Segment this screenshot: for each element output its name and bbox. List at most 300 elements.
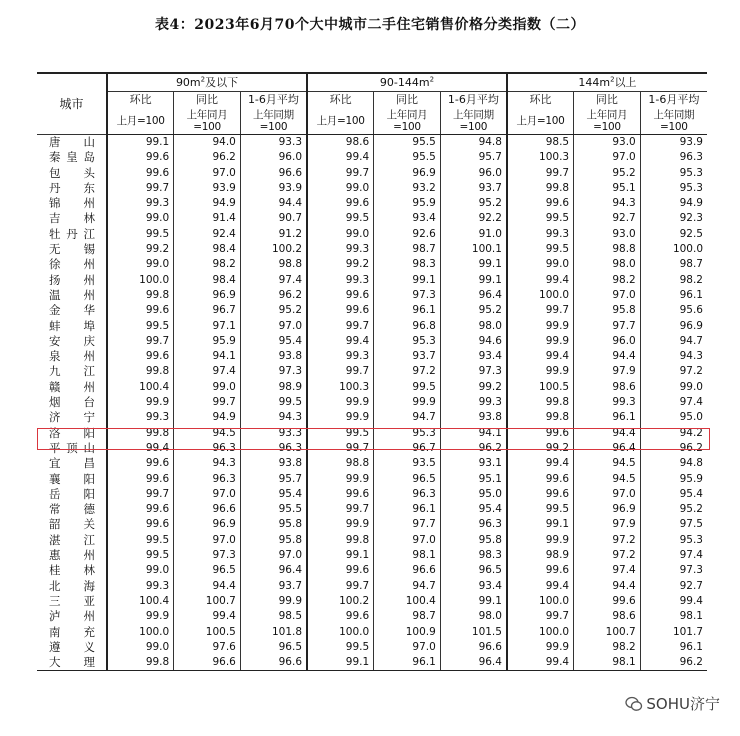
- city-name: 蚌埠: [49, 318, 95, 333]
- city-cell: [37, 257, 107, 272]
- value-cell: 95.9: [640, 472, 707, 487]
- value-cell: 96.2: [640, 441, 707, 456]
- value-cell: 99.0: [307, 227, 374, 242]
- city-name: 襄阳: [49, 471, 95, 486]
- city-cell: [37, 303, 107, 318]
- value-cell: 94.5: [174, 426, 241, 441]
- value-cell: 98.4: [174, 273, 241, 288]
- value-cell: 94.9: [174, 196, 241, 211]
- value-cell: 94.3: [574, 196, 641, 211]
- value-cell: 98.2: [174, 257, 241, 272]
- value-cell: 99.6: [574, 594, 641, 609]
- value-cell: 96.6: [174, 502, 241, 517]
- city-cell: [37, 563, 107, 578]
- value-cell: 99.3: [574, 395, 641, 410]
- group-header-medium: $90-144m^2$: [307, 73, 507, 92]
- value-cell: 99.6: [307, 303, 374, 318]
- table-title: 表4：2023年6月70个大中城市二手住宅销售价格分类指数（二）: [155, 17, 585, 33]
- value-cell: 99.4: [307, 150, 374, 165]
- value-cell: 96.9: [574, 502, 641, 517]
- value-cell: 95.4: [240, 487, 307, 502]
- value-cell: 96.1: [374, 303, 441, 318]
- table-row: [37, 242, 707, 257]
- value-cell: 94.4: [574, 579, 641, 594]
- city-cell: [37, 181, 107, 196]
- metric-header: 同比: [574, 92, 641, 109]
- value-cell: 96.8: [374, 319, 441, 334]
- table-row: [37, 319, 707, 334]
- value-cell: 99.3: [307, 273, 374, 288]
- value-cell: 97.9: [574, 364, 641, 379]
- value-cell: 99.5: [107, 533, 174, 548]
- value-cell: 99.6: [507, 426, 574, 441]
- city-cell: [37, 273, 107, 288]
- value-cell: 94.6: [440, 334, 507, 349]
- value-cell: 92.6: [374, 227, 441, 242]
- value-cell: 99.9: [507, 533, 574, 548]
- value-cell: 94.3: [240, 410, 307, 425]
- value-cell: 98.8: [240, 257, 307, 272]
- value-cell: 99.9: [240, 594, 307, 609]
- value-cell: 98.6: [574, 380, 641, 395]
- value-cell: 99.1: [440, 594, 507, 609]
- city-name: 金华: [49, 303, 95, 318]
- metric-header-row: [37, 92, 707, 109]
- city-cell: [37, 533, 107, 548]
- value-cell: 99.6: [107, 166, 174, 181]
- value-cell: 99.8: [107, 288, 174, 303]
- value-cell: 97.0: [240, 548, 307, 563]
- city-name: 宜昌: [49, 456, 95, 471]
- value-cell: 96.7: [374, 441, 441, 456]
- value-cell: 95.8: [440, 533, 507, 548]
- table-row: [37, 640, 707, 655]
- table-row: [37, 349, 707, 364]
- value-cell: 99.6: [507, 472, 574, 487]
- value-cell: 95.2: [240, 303, 307, 318]
- value-cell: 97.0: [574, 150, 641, 165]
- city-cell: [37, 548, 107, 563]
- city-cell: [37, 227, 107, 242]
- value-cell: 99.1: [107, 135, 174, 151]
- value-cell: 96.1: [374, 502, 441, 517]
- city-name: 无锡: [49, 242, 95, 257]
- value-cell: 99.7: [307, 364, 374, 379]
- city-cell: [37, 472, 107, 487]
- value-cell: 99.7: [507, 303, 574, 318]
- table-row: [37, 655, 707, 671]
- city-name: 桂林: [49, 563, 95, 578]
- value-cell: 94.4: [174, 579, 241, 594]
- value-cell: 99.4: [174, 609, 241, 624]
- value-cell: 94.9: [174, 410, 241, 425]
- value-cell: 95.8: [574, 303, 641, 318]
- value-cell: 96.4: [574, 441, 641, 456]
- value-cell: 100.0: [107, 625, 174, 640]
- value-cell: 94.4: [574, 426, 641, 441]
- value-cell: 93.9: [174, 181, 241, 196]
- table-row: [37, 150, 707, 165]
- value-cell: 99.5: [240, 395, 307, 410]
- city-cell: [37, 349, 107, 364]
- value-cell: 99.0: [107, 257, 174, 272]
- value-cell: 94.3: [640, 349, 707, 364]
- value-cell: 95.8: [240, 533, 307, 548]
- value-cell: 96.4: [240, 563, 307, 578]
- city-name: 大理: [49, 655, 95, 670]
- city-cell: [37, 395, 107, 410]
- city-cell: [37, 625, 107, 640]
- watermark-text: SOHU济宁: [646, 695, 720, 713]
- base-header: 上月=100: [307, 108, 374, 135]
- value-cell: 95.5: [240, 502, 307, 517]
- value-cell: 99.5: [507, 242, 574, 257]
- value-cell: 98.8: [307, 456, 374, 471]
- table-row: [37, 517, 707, 532]
- city-name: 牡丹江: [49, 226, 95, 241]
- value-cell: 99.5: [107, 548, 174, 563]
- city-cell: [37, 242, 107, 257]
- value-cell: 100.9: [374, 625, 441, 640]
- value-cell: 97.3: [374, 288, 441, 303]
- value-cell: 99.4: [107, 441, 174, 456]
- value-cell: 99.3: [107, 410, 174, 425]
- base-header: 上年同期=100: [240, 108, 307, 135]
- value-cell: 97.7: [574, 319, 641, 334]
- city-name: 湛江: [49, 532, 95, 547]
- value-cell: 94.4: [240, 196, 307, 211]
- value-cell: 99.1: [307, 548, 374, 563]
- value-cell: 93.0: [574, 227, 641, 242]
- value-cell: 99.4: [507, 349, 574, 364]
- value-cell: 96.9: [174, 517, 241, 532]
- value-cell: 99.5: [107, 227, 174, 242]
- value-cell: 99.0: [174, 380, 241, 395]
- value-cell: 99.7: [507, 609, 574, 624]
- value-cell: 98.3: [374, 257, 441, 272]
- city-cell: [37, 609, 107, 624]
- watermark: [625, 693, 720, 714]
- value-cell: 99.0: [640, 380, 707, 395]
- city-name: 秦皇岛: [49, 150, 95, 165]
- value-cell: 95.4: [240, 334, 307, 349]
- value-cell: 95.2: [640, 502, 707, 517]
- value-cell: 93.8: [240, 456, 307, 471]
- value-cell: 92.7: [640, 579, 707, 594]
- value-cell: 98.2: [640, 273, 707, 288]
- value-cell: 93.4: [440, 579, 507, 594]
- table-row: [37, 533, 707, 548]
- value-cell: 95.1: [574, 181, 641, 196]
- base-header: 上月=100: [107, 108, 174, 135]
- value-cell: 97.6: [174, 640, 241, 655]
- value-cell: 100.0: [640, 242, 707, 257]
- value-cell: 97.4: [174, 364, 241, 379]
- value-cell: 93.5: [374, 456, 441, 471]
- value-cell: 99.6: [307, 487, 374, 502]
- value-cell: 94.1: [174, 349, 241, 364]
- city-name: 遵义: [49, 639, 95, 654]
- value-cell: 99.0: [307, 181, 374, 196]
- value-cell: 99.9: [507, 319, 574, 334]
- table-row: [37, 563, 707, 578]
- value-cell: 99.8: [107, 655, 174, 671]
- value-cell: 93.3: [240, 426, 307, 441]
- value-cell: 97.0: [174, 487, 241, 502]
- value-cell: 98.1: [640, 609, 707, 624]
- table-row: [37, 625, 707, 640]
- value-cell: 93.7: [374, 349, 441, 364]
- value-cell: 99.6: [507, 563, 574, 578]
- metric-header: 环比: [107, 92, 174, 109]
- city-cell: [37, 334, 107, 349]
- value-cell: 99.4: [507, 579, 574, 594]
- value-cell: 99.5: [507, 502, 574, 517]
- value-cell: 99.5: [107, 319, 174, 334]
- group-header-small: $90m^2$及以下: [107, 73, 307, 92]
- city-cell: [37, 150, 107, 165]
- value-cell: 99.7: [174, 395, 241, 410]
- value-cell: 101.7: [640, 625, 707, 640]
- value-cell: 96.6: [240, 655, 307, 671]
- city-name: 九江: [49, 364, 95, 379]
- value-cell: 98.8: [574, 242, 641, 257]
- value-cell: 97.4: [574, 563, 641, 578]
- city-cell: [37, 166, 107, 181]
- value-cell: 95.1: [440, 472, 507, 487]
- table-row: [37, 211, 707, 226]
- value-cell: 95.0: [440, 487, 507, 502]
- value-cell: 97.0: [374, 640, 441, 655]
- value-cell: 99.1: [507, 517, 574, 532]
- value-cell: 98.4: [174, 242, 241, 257]
- value-cell: 94.4: [574, 349, 641, 364]
- value-cell: 92.2: [440, 211, 507, 226]
- city-name: 三亚: [49, 593, 95, 608]
- value-cell: 100.4: [107, 594, 174, 609]
- value-cell: 100.2: [307, 594, 374, 609]
- value-cell: 95.9: [174, 334, 241, 349]
- city-name: 韶关: [49, 517, 95, 532]
- city-name: 南充: [49, 624, 95, 639]
- city-cell: [37, 364, 107, 379]
- table-row: [37, 609, 707, 624]
- value-cell: 99.7: [307, 502, 374, 517]
- city-cell: [37, 319, 107, 334]
- value-cell: 100.7: [574, 625, 641, 640]
- value-cell: 98.2: [574, 273, 641, 288]
- value-cell: 99.0: [107, 563, 174, 578]
- value-cell: 96.9: [174, 288, 241, 303]
- value-cell: 99.0: [107, 211, 174, 226]
- metric-header: 环比: [307, 92, 374, 109]
- value-cell: 99.0: [107, 640, 174, 655]
- value-cell: 95.3: [640, 533, 707, 548]
- value-cell: 99.8: [507, 410, 574, 425]
- value-cell: 99.7: [307, 441, 374, 456]
- value-cell: 95.3: [374, 426, 441, 441]
- table-row: [37, 456, 707, 471]
- city-cell: [37, 135, 107, 151]
- value-cell: 97.3: [174, 548, 241, 563]
- value-cell: 95.2: [574, 166, 641, 181]
- value-cell: 97.0: [374, 533, 441, 548]
- value-cell: 99.6: [307, 288, 374, 303]
- value-cell: 100.0: [507, 288, 574, 303]
- metric-header: 1-6月平均: [240, 92, 307, 109]
- table-row: [37, 181, 707, 196]
- value-cell: 95.9: [374, 196, 441, 211]
- value-cell: 99.7: [507, 166, 574, 181]
- city-name: 赣州: [49, 379, 95, 394]
- value-cell: 96.0: [240, 150, 307, 165]
- value-cell: 93.3: [240, 135, 307, 151]
- value-cell: 99.8: [507, 181, 574, 196]
- city-name: 烟台: [49, 395, 95, 410]
- value-cell: 99.3: [440, 395, 507, 410]
- value-cell: 96.2: [440, 441, 507, 456]
- value-cell: 98.7: [374, 242, 441, 257]
- value-cell: 93.0: [574, 135, 641, 151]
- value-cell: 99.8: [507, 395, 574, 410]
- base-header-row: [37, 108, 707, 135]
- value-cell: 94.9: [640, 196, 707, 211]
- value-cell: 98.7: [640, 257, 707, 272]
- value-cell: 97.5: [640, 517, 707, 532]
- value-cell: 97.2: [374, 364, 441, 379]
- value-cell: 98.6: [307, 135, 374, 151]
- value-cell: 95.7: [240, 472, 307, 487]
- value-cell: 95.4: [640, 487, 707, 502]
- table-row: [37, 334, 707, 349]
- value-cell: 97.0: [174, 166, 241, 181]
- value-cell: 96.9: [374, 166, 441, 181]
- value-cell: 93.4: [374, 211, 441, 226]
- value-cell: 94.5: [574, 472, 641, 487]
- value-cell: 99.6: [107, 456, 174, 471]
- value-cell: 96.5: [440, 563, 507, 578]
- table-row: [37, 257, 707, 272]
- city-name: 济宁: [49, 410, 95, 425]
- value-cell: 94.7: [640, 334, 707, 349]
- table-row: [37, 579, 707, 594]
- table-row: [37, 594, 707, 609]
- value-cell: 97.3: [640, 563, 707, 578]
- value-cell: 100.4: [374, 594, 441, 609]
- value-cell: 92.7: [574, 211, 641, 226]
- value-cell: 96.9: [640, 319, 707, 334]
- value-cell: 96.0: [440, 166, 507, 181]
- value-cell: 99.3: [507, 227, 574, 242]
- value-cell: 99.9: [507, 334, 574, 349]
- value-cell: 99.9: [107, 395, 174, 410]
- value-cell: 94.8: [440, 135, 507, 151]
- value-cell: 100.0: [107, 273, 174, 288]
- value-cell: 99.9: [307, 410, 374, 425]
- value-cell: 98.7: [374, 609, 441, 624]
- value-cell: 99.7: [107, 181, 174, 196]
- value-cell: 97.0: [574, 288, 641, 303]
- wechat-icon: [625, 695, 643, 713]
- city-cell: [37, 456, 107, 471]
- value-cell: 97.9: [574, 517, 641, 532]
- table-row: [37, 548, 707, 563]
- table-body: [37, 135, 707, 671]
- price-index-table: [37, 72, 707, 671]
- city-cell: [37, 380, 107, 395]
- value-cell: 95.3: [374, 334, 441, 349]
- value-cell: 95.2: [440, 303, 507, 318]
- city-cell: [37, 426, 107, 441]
- table-row: [37, 395, 707, 410]
- value-cell: 97.2: [574, 533, 641, 548]
- city-cell: [37, 594, 107, 609]
- value-cell: 99.6: [107, 303, 174, 318]
- value-cell: 96.3: [374, 487, 441, 502]
- value-cell: 96.1: [640, 288, 707, 303]
- value-cell: 93.7: [440, 181, 507, 196]
- city-name: 丹东: [49, 180, 95, 195]
- value-cell: 90.7: [240, 211, 307, 226]
- city-name: 泉州: [49, 349, 95, 364]
- value-cell: 99.8: [107, 426, 174, 441]
- value-cell: 96.6: [440, 640, 507, 655]
- value-cell: 99.9: [507, 640, 574, 655]
- value-cell: 100.5: [507, 380, 574, 395]
- price-index-table-wrapper: [37, 72, 707, 671]
- value-cell: 96.5: [374, 472, 441, 487]
- city-name: 包头: [49, 165, 95, 180]
- base-header: 上年同期=100: [440, 108, 507, 135]
- value-cell: 98.9: [240, 380, 307, 395]
- value-cell: 97.4: [240, 273, 307, 288]
- value-cell: 96.2: [240, 288, 307, 303]
- value-cell: 91.0: [440, 227, 507, 242]
- city-name: 常德: [49, 502, 95, 517]
- city-cell: [37, 196, 107, 211]
- value-cell: 96.7: [174, 303, 241, 318]
- value-cell: 99.9: [374, 395, 441, 410]
- value-cell: 99.9: [307, 517, 374, 532]
- value-cell: 100.0: [307, 625, 374, 640]
- value-cell: 94.0: [174, 135, 241, 151]
- value-cell: 99.4: [507, 456, 574, 471]
- value-cell: 99.1: [440, 273, 507, 288]
- value-cell: 98.5: [507, 135, 574, 151]
- value-cell: 99.5: [307, 426, 374, 441]
- city-cell: [37, 211, 107, 226]
- value-cell: 94.8: [640, 456, 707, 471]
- city-cell: [37, 502, 107, 517]
- value-cell: 99.6: [107, 150, 174, 165]
- value-cell: 100.3: [507, 150, 574, 165]
- table-row: [37, 135, 707, 151]
- base-header: 上月=100: [507, 108, 574, 135]
- table-row: [37, 380, 707, 395]
- value-cell: 98.0: [574, 257, 641, 272]
- value-cell: 93.9: [640, 135, 707, 151]
- value-cell: 99.9: [107, 609, 174, 624]
- value-cell: 94.5: [574, 456, 641, 471]
- value-cell: 98.0: [440, 609, 507, 624]
- value-cell: 93.1: [440, 456, 507, 471]
- table-row: [37, 288, 707, 303]
- city-name: 锦州: [49, 196, 95, 211]
- value-cell: 99.0: [507, 257, 574, 272]
- value-cell: 95.0: [640, 410, 707, 425]
- value-cell: 96.3: [174, 472, 241, 487]
- value-cell: 95.3: [640, 166, 707, 181]
